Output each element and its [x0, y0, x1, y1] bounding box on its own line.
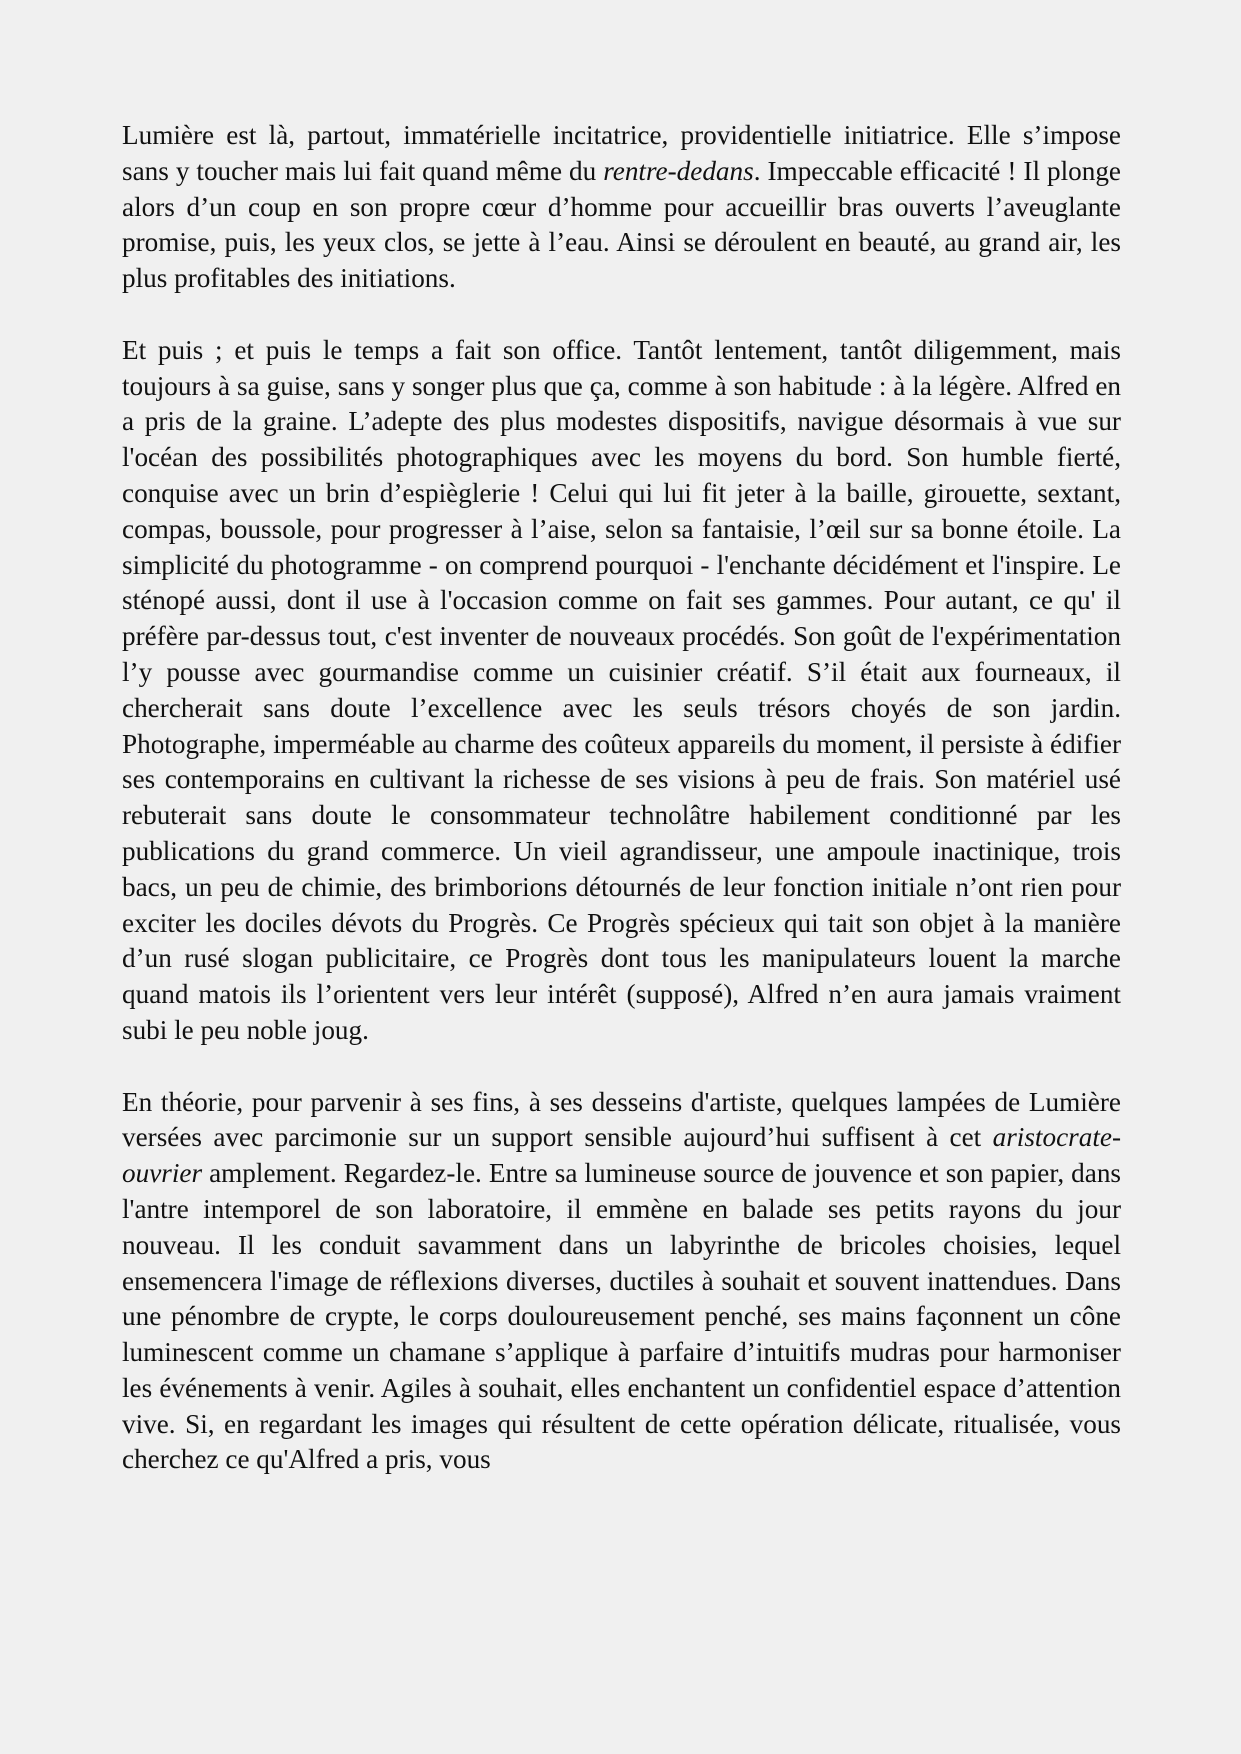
paragraph-1-text-end: . Impeccable efficacité ! Il plonge alors d’un coup en son propre cœur d’homme pour accueillir bras ouverts l’aveuglante promise, puis, les yeux clos, se jette à l’eau. Ainsi se déroulent en beauté, au grand air, les plus profitables des initiations.	[122, 155, 1122, 294]
paragraph-1-text-start: Lumière est là, partout, immatérielle incitatrice, providentielle initiatrice. Elle s’impose sans y toucher mais lui fait quand même du	[122, 120, 1121, 186]
paragraph-3-text-start: En théorie, pour parvenir à ses fins, à ses desseins d'artiste, quelques lampées de Lumière versées avec parcimonie sur un support sensible aujourd’hui suffisent à cet	[122, 1086, 1121, 1153]
paragraph-3-italic-term: aristocrate-ouvrier	[122, 1122, 1121, 1189]
paragraph-2-text: Et puis ; et puis le temps a fait son office. Tantôt lentement, tantôt diligemment, mais toujours à sa guise, sans y songer plus que ça, comme à son habitude : à la légère. Alfred en a pris de la graine. L’adepte des plus modestes dispositifs, navigue désormais à vue sur l'océan des possibilités photographiques avec les moyens du bord. Son humble fierté, conquise avec un brin d’espièglerie ! Celui qui lui fit jeter à la baille, girouette, sextant, compas, boussole, pour progresser à l’aise, selon sa fantaisie, l’œil sur sa bonne étoile. La simplicité du photogramme - on comprend pourquoi - l'enchante décidément et l'inspire. Le sténopé aussi, dont il use à l'occasion comme on fait ses gammes. Pour autant, ce qu' il préfère par-dessus tout, c'est inventer de nouveaux procédés. Son goût de l'expérimentation l’y pousse avec gourmandise comme un cuisinier créatif. S’il était aux fourneaux, il chercherait sans doute l’excellence avec les seuls trésors choyés de son jardin. Photographe, imperméable au charme des coûteux appareils du moment, il persiste à édifier ses contemporains en cultivant la richesse de ses visions à peu de frais. Son matériel usé rebuterait sans doute le consommateur technolâtre habilement conditionné par les publications du grand commerce. Un vieil agrandisseur, une ampoule inactinique, trois bacs, un peu de chimie, des brimborions détournés de leur fonction initiale n’ont rien pour exciter les dociles dévots du Progrès. Ce Progrès spécieux qui tait son objet à la manière d’un rusé slogan publicitaire, ce Progrès dont tous les manipulateurs louent la marche quand matois ils l’orientent vers leur intérêt (supposé), Alfred n’en aura jamais vraiment subi le peu noble joug.	[122, 334, 1121, 1045]
paragraph-1-italic-term: rentre-dedans	[603, 155, 754, 186]
paragraph-2	[122, 333, 1121, 1049]
paragraph-3-text-end: amplement. Regardez-le. Entre sa lumineuse source de jouvence et son papier, dans l'antre intemporel de son laboratoire, il emmène en balade ses petits rayons du jour nouveau. Il les conduit savamment dans un labyrinthe de bricoles choisies, lequel ensemencera l'image de réflexions diverses, ductiles à souhait et souvent inattendues. Dans une pénombre de crypte, le corps douloureusement penché, ses mains façonnent un cône luminescent comme un chamane s’applique à parfaire d’intuitifs mudras pour harmoniser les événements à venir. Agiles à souhait, elles enchantent un confidentiel espace d’attention vive. Si, en regardant les images qui résultent de cette opération délicate, ritualisée, vous cherchez ce qu'Alfred a pris, vous	[122, 1158, 1121, 1475]
paragraph-3	[122, 1085, 1121, 1479]
paragraph-1	[122, 118, 1121, 297]
